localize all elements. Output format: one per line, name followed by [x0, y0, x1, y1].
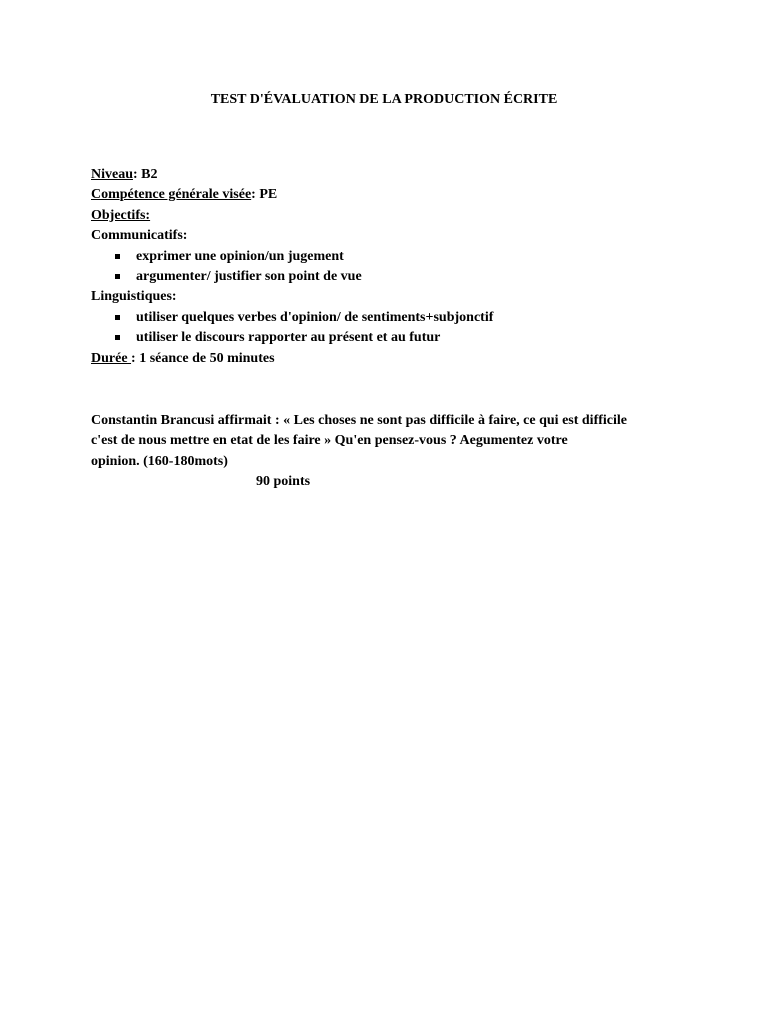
- niveau-label: Niveau: [91, 167, 133, 182]
- duree-line: [91, 349, 691, 369]
- communicatifs-heading: Communicatifs:: [91, 228, 188, 244]
- list-item-text: argumenter/ justifier son point de vue: [136, 268, 362, 284]
- bullet-square-icon: [115, 315, 120, 320]
- duree-label: Durée: [91, 350, 132, 366]
- writing-prompt: [91, 411, 691, 472]
- list-item: [91, 247, 691, 267]
- prompt-line-1: Constantin Brancusi affirmait : « Les choses ne sont pas difficile à faire, ce qui est difficile: [91, 413, 627, 428]
- objectifs-line: [91, 206, 691, 226]
- list-item: [91, 267, 691, 287]
- linguistiques-heading: Linguistiques:: [91, 289, 177, 305]
- bullet-square-icon: [115, 254, 120, 259]
- list-item-text: utiliser quelques verbes d'opinion/ de sentiments+subjonctif: [136, 309, 494, 325]
- bullet-square-icon: [115, 335, 120, 340]
- niveau-line: [91, 165, 691, 185]
- competence-value: : PE: [251, 187, 278, 203]
- niveau-value: : B2: [133, 167, 158, 182]
- points-value: 90 points: [256, 474, 311, 489]
- competence-label: Compétence générale visée: [91, 187, 252, 203]
- list-item-text: exprimer une opinion/un jugement: [136, 248, 344, 264]
- competence-line: [91, 185, 691, 205]
- list-item: [91, 308, 691, 328]
- list-item: [91, 328, 691, 348]
- objectifs-label: Objectifs:: [91, 207, 151, 223]
- prompt-line-2: c'est de nous mettre en etat de les faire » Qu'en pensez-vous ? Aegumentez votre: [91, 433, 568, 449]
- prompt-line-3: opinion. (160-180mots): [91, 453, 228, 469]
- list-item-text: utiliser le discours rapporter au présent et au futur: [136, 330, 441, 346]
- document-title: TEST D'ÉVALUATION DE LA PRODUCTION ÉCRITE: [210, 92, 558, 107]
- duree-value: : 1 séance de 50 minutes: [131, 350, 275, 366]
- test-info-block: [91, 165, 691, 369]
- bullet-square-icon: [115, 274, 120, 279]
